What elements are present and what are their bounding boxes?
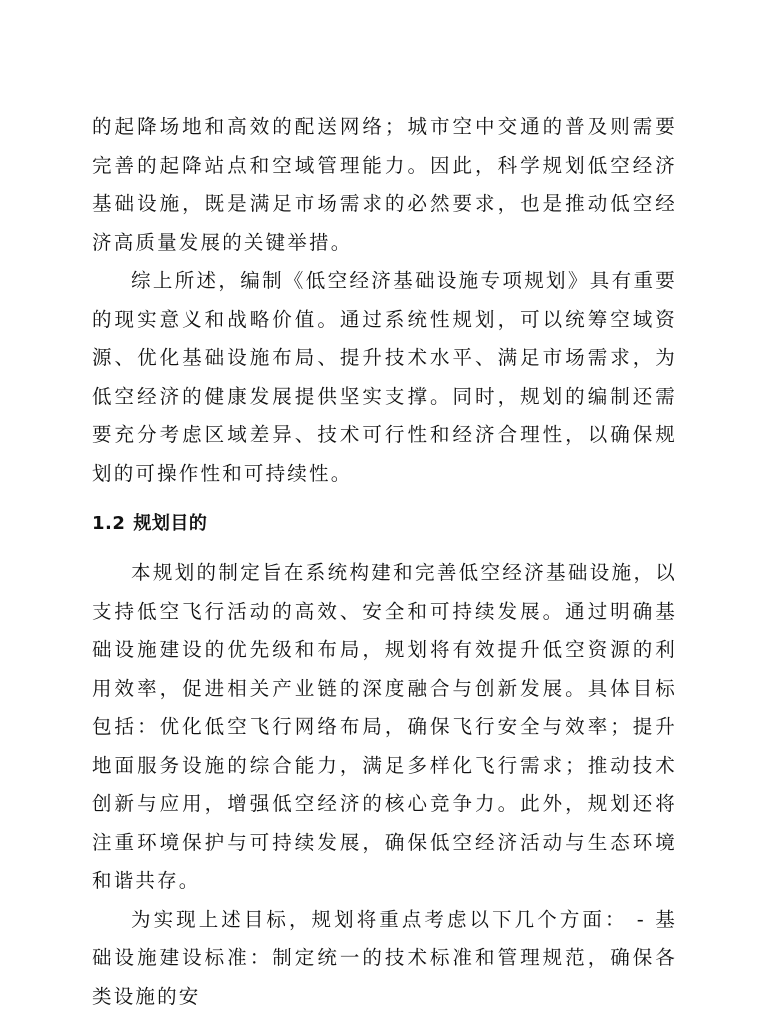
section-title: 规划目的 <box>133 513 207 534</box>
body-paragraph-2: 综上所述，编制《低空经济基础设施专项规划》具有重要的现实意义和战略价值。通过系统性规划，可以统筹空域资源、优化基础设施布局、提升技术水平、满足市场需求，为低空经济的健康发展提供坚实支撑。同时，规划的编制还需要充分考虑区域差异、技术可行性和经济合理性，以确保规划的可操作性和可持续性。 <box>92 262 677 493</box>
section-heading <box>92 504 677 544</box>
section-number: 1.2 <box>92 513 125 534</box>
document-page <box>92 108 677 1016</box>
body-paragraph-1: 的起降场地和高效的配送网络；城市空中交通的普及则需要完善的起降站点和空域管理能力。因此，科学规划低空经济基础设施，既是满足市场需求的必然要求，也是推动低空经济高质量发展的关键举措。 <box>92 108 677 262</box>
body-paragraph-3: 本规划的制定旨在系统构建和完善低空经济基础设施，以支持低空飞行活动的高效、安全和可持续发展。通过明确基础设施建设的优先级和布局，规划将有效提升低空资源的利用效率，促进相关产业链的深度融合与创新发展。具体目标包括：优化低空飞行网络布局，确保飞行安全与效率；提升地面服务设施的综合能力，满足多样化飞行需求；推动技术创新与应用，增强低空经济的核心竞争力。此外，规划还将注重环境保护与可持续发展，确保低空经济活动与生态环境和谐共存。 <box>92 554 677 901</box>
body-paragraph-4: 为实现上述目标，规划将重点考虑以下几个方面： - 基础设施建设标准：制定统一的技术标准和管理规范，确保各类设施的安 <box>92 901 677 1016</box>
